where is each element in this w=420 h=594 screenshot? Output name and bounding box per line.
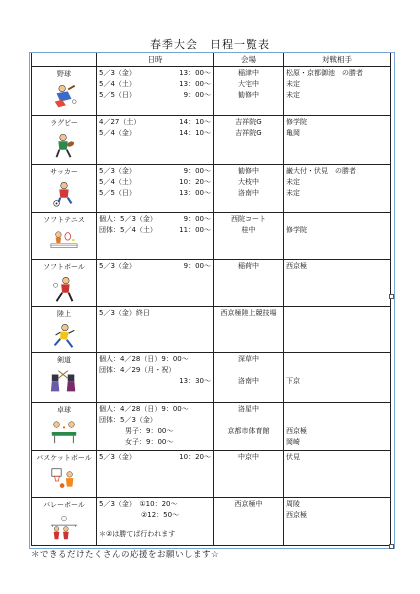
header-venue: 会場 (214, 53, 284, 67)
venue-text: 深草中 (238, 355, 259, 364)
event-name: 剣道 (57, 356, 71, 365)
opponent-cell (284, 451, 391, 497)
date-cell (97, 451, 214, 497)
opponent-text: 周陵 (286, 499, 300, 508)
venue-text: 洛星中 (238, 404, 259, 413)
venue-text: 大宅中 (238, 80, 259, 88)
date-text: 5／5（日） (99, 188, 136, 197)
event-cell (32, 353, 97, 402)
opponent-cell (284, 402, 391, 450)
date-line (99, 499, 211, 510)
venue-text: 中京中 (238, 453, 259, 462)
opponent-cell (284, 164, 391, 212)
time-text: 13：00～ (179, 69, 211, 77)
resize-handle-right[interactable] (389, 294, 394, 299)
opponent-text: 修学院 (286, 226, 307, 235)
date-text: 5／4（土） (99, 80, 136, 88)
opponent-text: 西京極 (286, 426, 307, 435)
page-title: 春季大会 日程一覧表 (150, 38, 270, 51)
venue-cell (214, 497, 284, 546)
date-line (99, 452, 211, 463)
venue-cell (214, 213, 284, 259)
table-row (32, 402, 391, 450)
venue-text: 桂中 (241, 226, 256, 235)
opponent-cell (284, 497, 391, 546)
time-text: 10：20～ (179, 453, 211, 462)
event-name: ラグビー (50, 119, 78, 128)
time-text: 14：10～ (179, 118, 211, 127)
time-text: 9：00～ (183, 91, 211, 99)
opponent-text: 下京 (286, 377, 300, 386)
opponent-text: 松原・京都御池 の勝者 (286, 69, 363, 77)
time-text: 14：10～ (179, 129, 211, 138)
date-line (99, 188, 211, 199)
header-date: 日時 (97, 53, 214, 67)
date-text: 5／3（金） (99, 166, 136, 175)
date-line (99, 214, 211, 225)
table-row (32, 306, 391, 352)
opponent-text: 西京極 (286, 261, 307, 270)
opponent-text: 亀岡 (286, 129, 300, 138)
opponent-text (286, 308, 388, 319)
time-text: 9：00～ (183, 166, 211, 175)
date-line (99, 225, 211, 236)
table-row (32, 451, 391, 497)
venue-cell (214, 116, 284, 164)
date-text: 女子：9：00～ (125, 437, 174, 446)
venue-cell (214, 402, 284, 450)
opponent-text: 伏見 (286, 453, 300, 462)
opponent-text (286, 354, 388, 365)
opponent-text (286, 415, 388, 426)
volleyball-players-icon (49, 513, 79, 541)
venue-cell (214, 451, 284, 497)
soccer-player-icon (49, 180, 79, 208)
opponent-text: 未定 (286, 188, 300, 197)
date-cell (97, 353, 214, 402)
opponent-cell (284, 259, 391, 306)
date-cell (97, 67, 214, 116)
date-cell (97, 402, 214, 450)
date-line (99, 128, 211, 139)
venue-text (216, 415, 281, 426)
event-cell (32, 164, 97, 212)
event-cell (32, 402, 97, 450)
header-opponent: 対戦相手 (284, 53, 391, 67)
date-line (99, 404, 211, 415)
resize-handle-corner[interactable] (389, 544, 394, 549)
time-text: 13：30～ (179, 377, 211, 386)
date-text: 個人：4／28（日）9：00～ (99, 404, 189, 413)
venue-text: 洛南中 (238, 377, 259, 386)
venue-text: 西京極陸上競技場 (220, 308, 277, 317)
date-line (99, 261, 211, 272)
event-name: ソフトボール (43, 262, 85, 271)
venue-text (216, 365, 281, 376)
venue-text: 稲荷中 (238, 261, 259, 270)
event-cell (32, 306, 97, 352)
table-header-row (32, 53, 391, 67)
date-text: 個人：4／28（日）9：00～ (99, 355, 189, 364)
date-text: 5／3（金） (99, 69, 136, 77)
table-row (32, 213, 391, 259)
date-text: 5／3（金）終日 (99, 308, 150, 317)
venue-text: 大枝中 (238, 177, 259, 186)
date-text: 団体：4／29（月・祝） (99, 366, 176, 375)
opponent-text (286, 365, 388, 376)
date-cell (97, 259, 214, 306)
event-name: 野球 (57, 70, 71, 78)
opponent-text: 西京極 (286, 510, 307, 519)
table-row (32, 116, 391, 164)
venue-text: 西院コート (231, 215, 266, 224)
date-text: 5／3（金） ①10：20～ (99, 499, 178, 508)
header-event (32, 53, 97, 67)
date-text: 5／5（日） (99, 91, 136, 99)
opponent-cell (284, 306, 391, 352)
opponent-cell (284, 116, 391, 164)
table-row (32, 353, 391, 402)
event-name: サッカー (50, 167, 78, 176)
event-cell (32, 116, 97, 164)
opponent-text: 岡崎 (286, 437, 300, 446)
date-cell (97, 164, 214, 212)
rugby-player-icon (49, 131, 79, 159)
event-cell (32, 451, 97, 497)
date-cell (97, 116, 214, 164)
date-cell (97, 306, 214, 352)
date-text: 4／27（土） (99, 118, 141, 127)
date-text: 男子：9：00～ (125, 426, 174, 435)
date-text: 団体：5／3（金） (99, 415, 157, 424)
venue-cell (214, 259, 284, 306)
venue-text: 洛南中 (238, 188, 259, 197)
runner-icon (49, 322, 79, 350)
date-line (99, 510, 211, 521)
schedule-table (31, 52, 391, 546)
date-line (99, 415, 211, 426)
event-cell (32, 497, 97, 546)
opponent-text (286, 214, 388, 225)
venue-cell (214, 164, 284, 212)
date-line (99, 437, 211, 448)
date-line (99, 68, 211, 79)
time-text: 9：00～ (183, 215, 211, 224)
date-line (99, 354, 211, 365)
table-row (32, 259, 391, 306)
time-text: 11：00～ (179, 226, 211, 235)
date-text: 5／4（金） (99, 129, 136, 138)
opponent-cell (284, 213, 391, 259)
event-name: バスケットボール (36, 454, 92, 463)
date-cell (97, 213, 214, 259)
event-cell (32, 213, 97, 259)
venue-text (216, 437, 281, 448)
date-line (99, 426, 211, 437)
table-row (32, 67, 391, 116)
time-text: 10：20～ (179, 177, 211, 186)
venue-text: 京都市体育館 (227, 426, 270, 435)
table-row (32, 497, 391, 546)
time-text: 9：00～ (183, 261, 211, 270)
date-text: 5／3（金） (99, 261, 136, 270)
event-cell (32, 67, 97, 116)
opponent-text: 未定 (286, 91, 300, 99)
date-text: ②12：50～ (99, 510, 180, 519)
venue-text: 稲津中 (238, 69, 259, 77)
date-line (99, 308, 211, 319)
event-name: 卓球 (57, 405, 71, 414)
table-tennis-icon (49, 418, 79, 446)
opponent-text: 未定 (286, 177, 300, 186)
table-row (32, 164, 391, 212)
opponent-text: 修学院 (286, 118, 307, 127)
footer-note: ＊できるだけたくさんの応援をお願いします☆ (31, 550, 220, 560)
date-line (99, 79, 211, 90)
venue-text: 勧修中 (238, 91, 259, 99)
date-line (99, 90, 211, 101)
date-text: 5／3（金） (99, 453, 136, 462)
baseball-player-icon (49, 82, 79, 110)
opponent-cell (284, 353, 391, 402)
row-note: ＊②は勝てば行われます (99, 529, 176, 538)
date-line (99, 117, 211, 128)
date-line (99, 177, 211, 188)
venue-text: 吉祥院G (235, 129, 262, 138)
opponent-text: 未定 (286, 80, 300, 88)
tennis-player-icon (49, 228, 79, 256)
date-line (99, 365, 211, 376)
venue-cell (214, 67, 284, 116)
basketball-hoop-icon (49, 466, 79, 494)
date-text: 個人：5／3（金） (99, 215, 157, 224)
date-text: 団体：5／4（土） (99, 226, 157, 235)
event-name: バレーボール (43, 500, 85, 509)
venue-text: 吉祥院G (235, 118, 262, 127)
venue-text: 西京極中 (234, 499, 263, 508)
time-text: 13：00～ (179, 80, 211, 88)
event-cell (32, 259, 97, 306)
venue-cell (214, 353, 284, 402)
date-line (99, 166, 211, 177)
venue-text: 勧修中 (238, 166, 259, 175)
opponent-text: 巌大付・伏見 の勝者 (286, 166, 356, 175)
event-name: ソフトテニス (43, 216, 85, 225)
time-text: 13：00～ (179, 188, 211, 197)
event-name: 陸上 (57, 309, 71, 318)
venue-cell (214, 306, 284, 352)
date-cell (97, 497, 214, 546)
date-line (99, 376, 211, 387)
kendo-players-icon (49, 368, 79, 396)
date-text: 5／4（土） (99, 177, 136, 186)
softball-player-icon (49, 275, 79, 303)
opponent-cell (284, 67, 391, 116)
opponent-text (286, 404, 388, 415)
